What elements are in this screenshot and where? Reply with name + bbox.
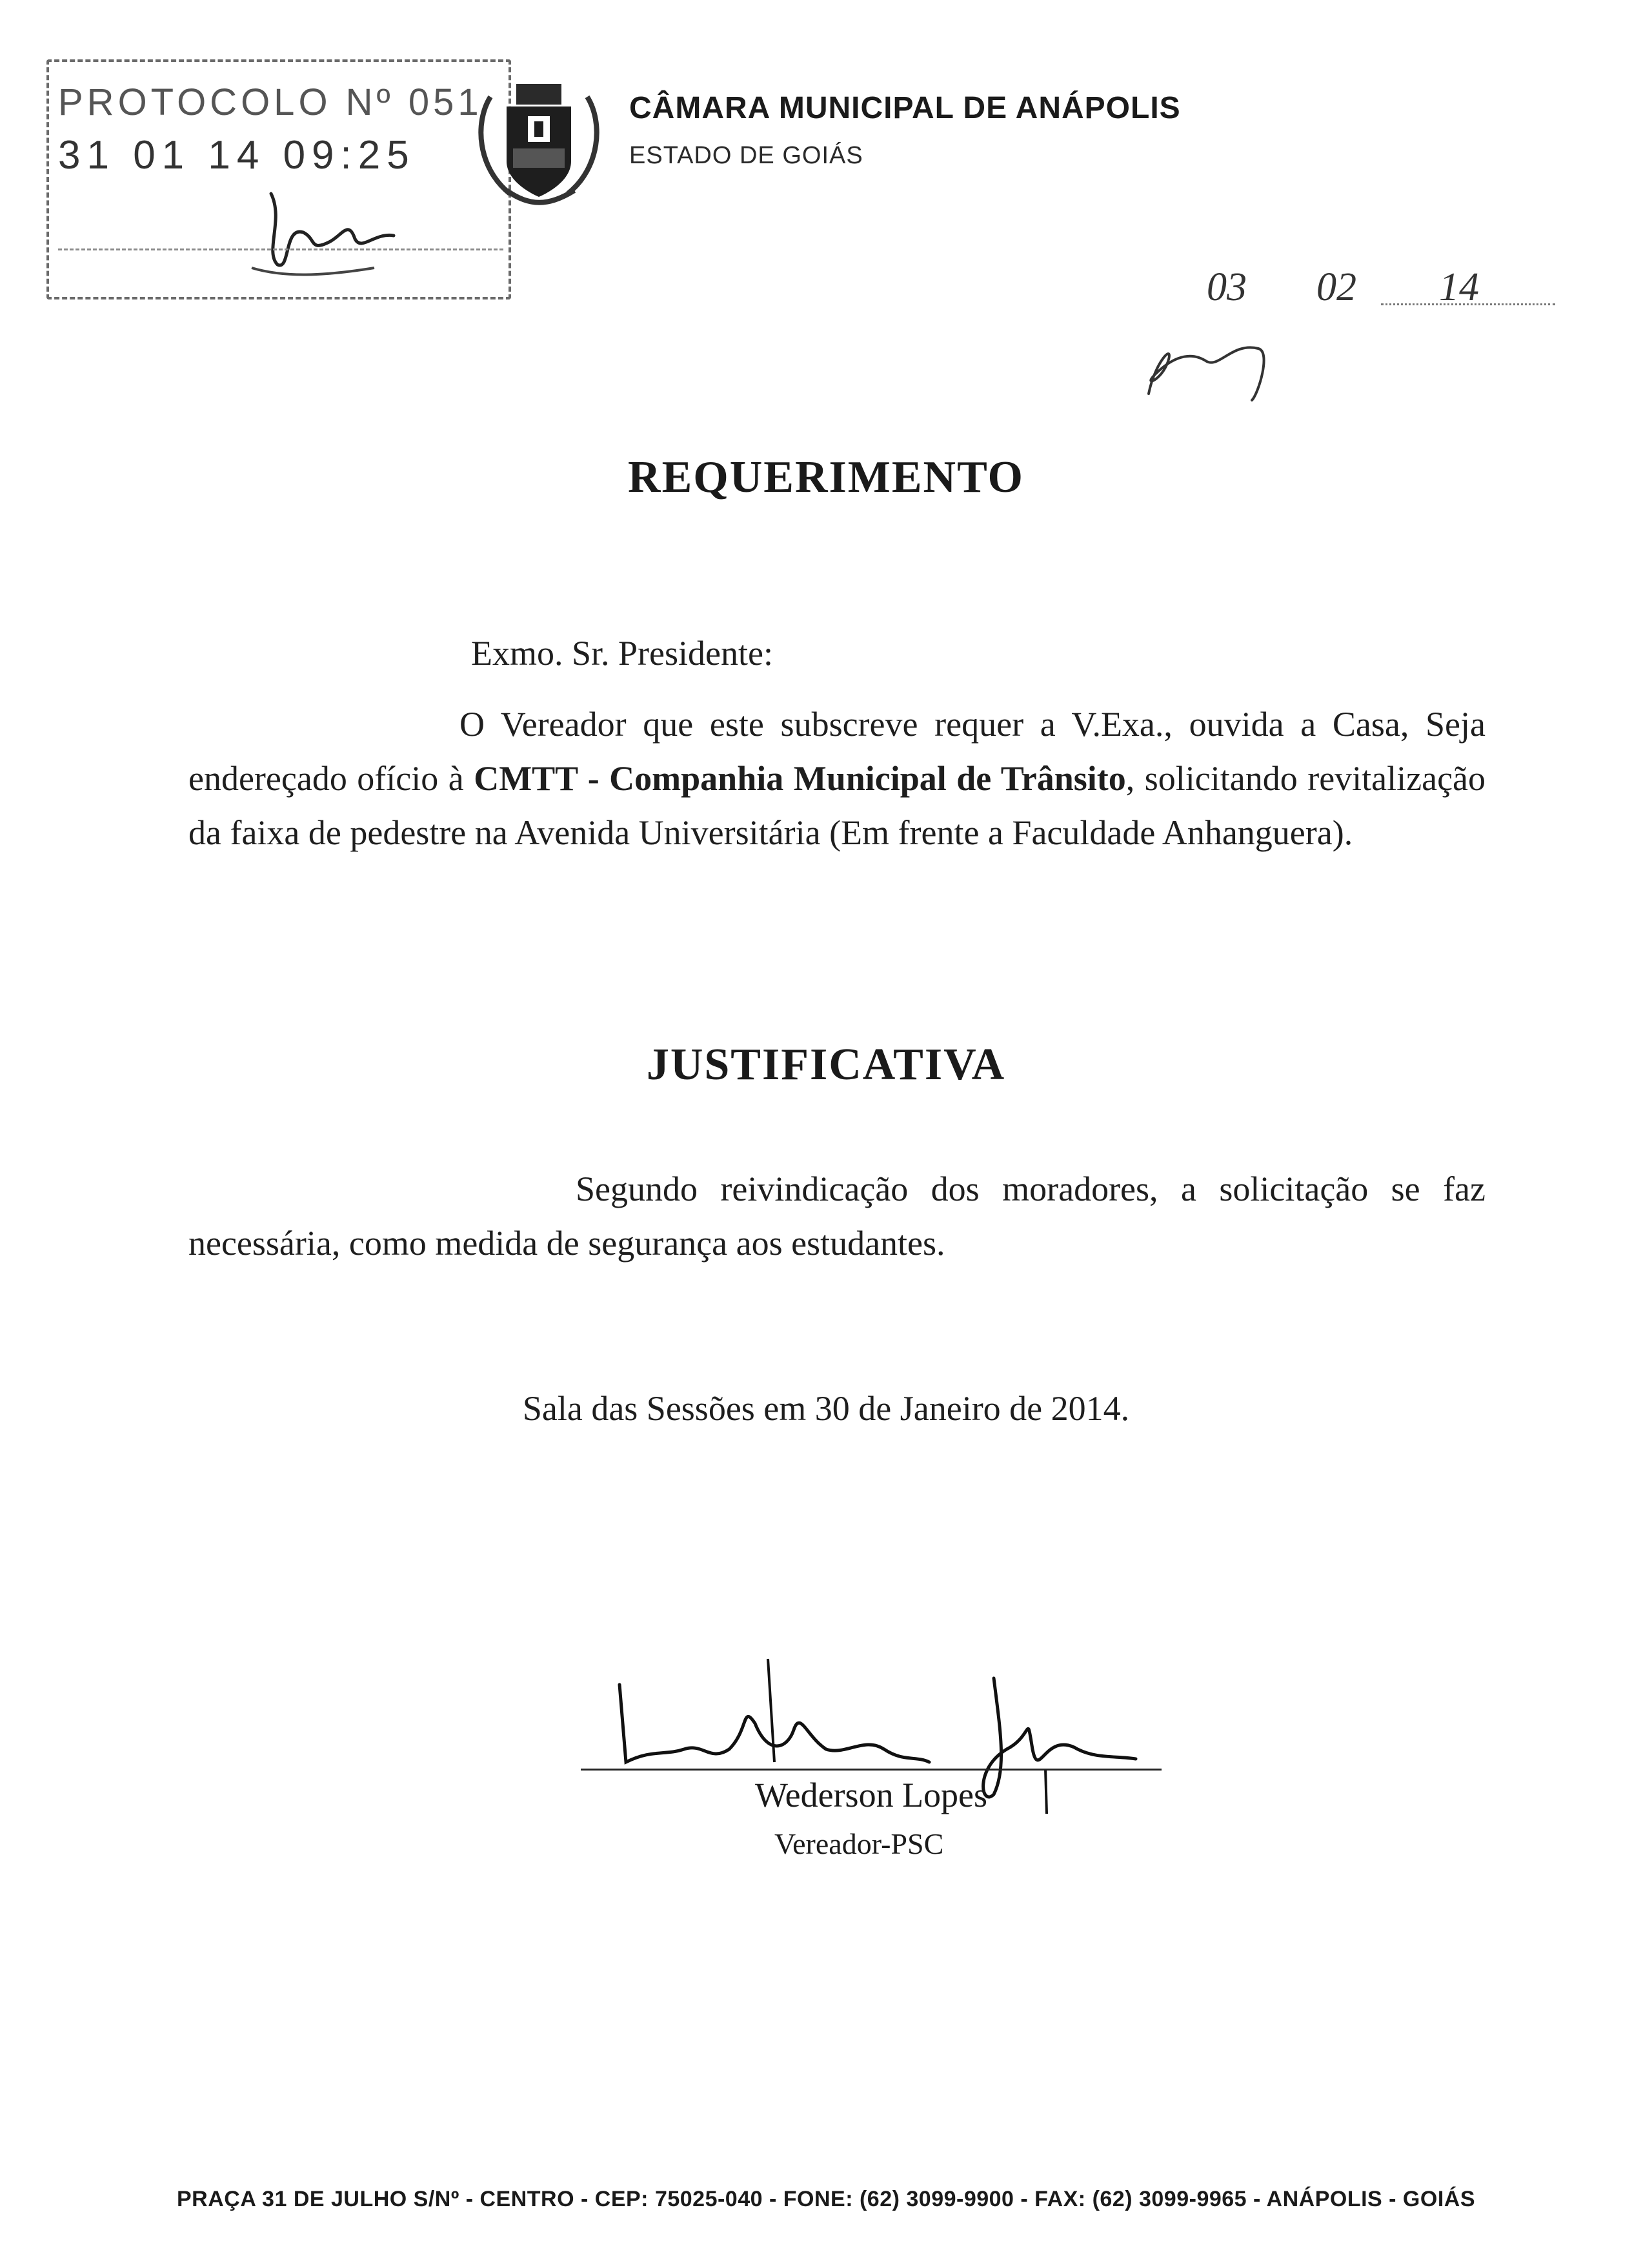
- footer-address: PRAÇA 31 DE JULHO S/Nº - CENTRO - CEP: 75025-040 - FONE: (62) 3099-9900 - FAX: (62) 3099-9965 - ANÁPOLIS - GOIÁS: [176, 2187, 1475, 2211]
- stamp-divider: [58, 249, 503, 253]
- protocol-datetime: 31 01 14 09:25: [58, 133, 416, 178]
- signer-name: Wederson Lopes: [755, 1776, 988, 1814]
- coat-of-arms-icon: [471, 71, 607, 213]
- handwritten-initials: [1129, 323, 1297, 407]
- salutation: Exmo. Sr. Presidente:: [471, 634, 773, 673]
- state-name: ESTADO DE GOIÁS: [629, 142, 863, 169]
- request-intro: O Vereador que este subscreve requer a V.Exa., ouvida a Casa, Seja endereçado ofício à: [188, 705, 1486, 798]
- chamber-name: CÂMARA MUNICIPAL DE ANÁPOLIS: [629, 91, 1181, 125]
- handwritten-month: 02: [1316, 265, 1356, 309]
- protocol-number: PROTOCOLO Nº 051: [58, 81, 483, 123]
- request-recipient: CMTT - Companhia Municipal de Trânsito: [474, 759, 1126, 798]
- request-paragraph: [188, 697, 1486, 860]
- request-rest: , solicitando revitalização da faixa de pedestre na Avenida Universitária (Em frente a Faculdade Anhanguera).: [188, 759, 1486, 852]
- document-title: REQUERIMENTO: [628, 452, 1024, 502]
- justification-paragraph: Segundo reivindicação dos moradores, a solicitação se faz necessária, como medida de segurança aos estudantes.: [188, 1170, 1486, 1263]
- signer-role: Vereador-PSC: [774, 1827, 944, 1860]
- handwritten-year: 14: [1439, 265, 1479, 309]
- signature-line: [581, 1769, 1162, 1771]
- place-date: Sala das Sessões em 30 de Janeiro de 2014.: [522, 1389, 1130, 1428]
- date-dotted-line: [1381, 303, 1555, 305]
- justification-title: JUSTIFICATIVA: [646, 1040, 1006, 1090]
- handwritten-day: 03: [1207, 265, 1247, 309]
- stamp-signature: [245, 181, 413, 278]
